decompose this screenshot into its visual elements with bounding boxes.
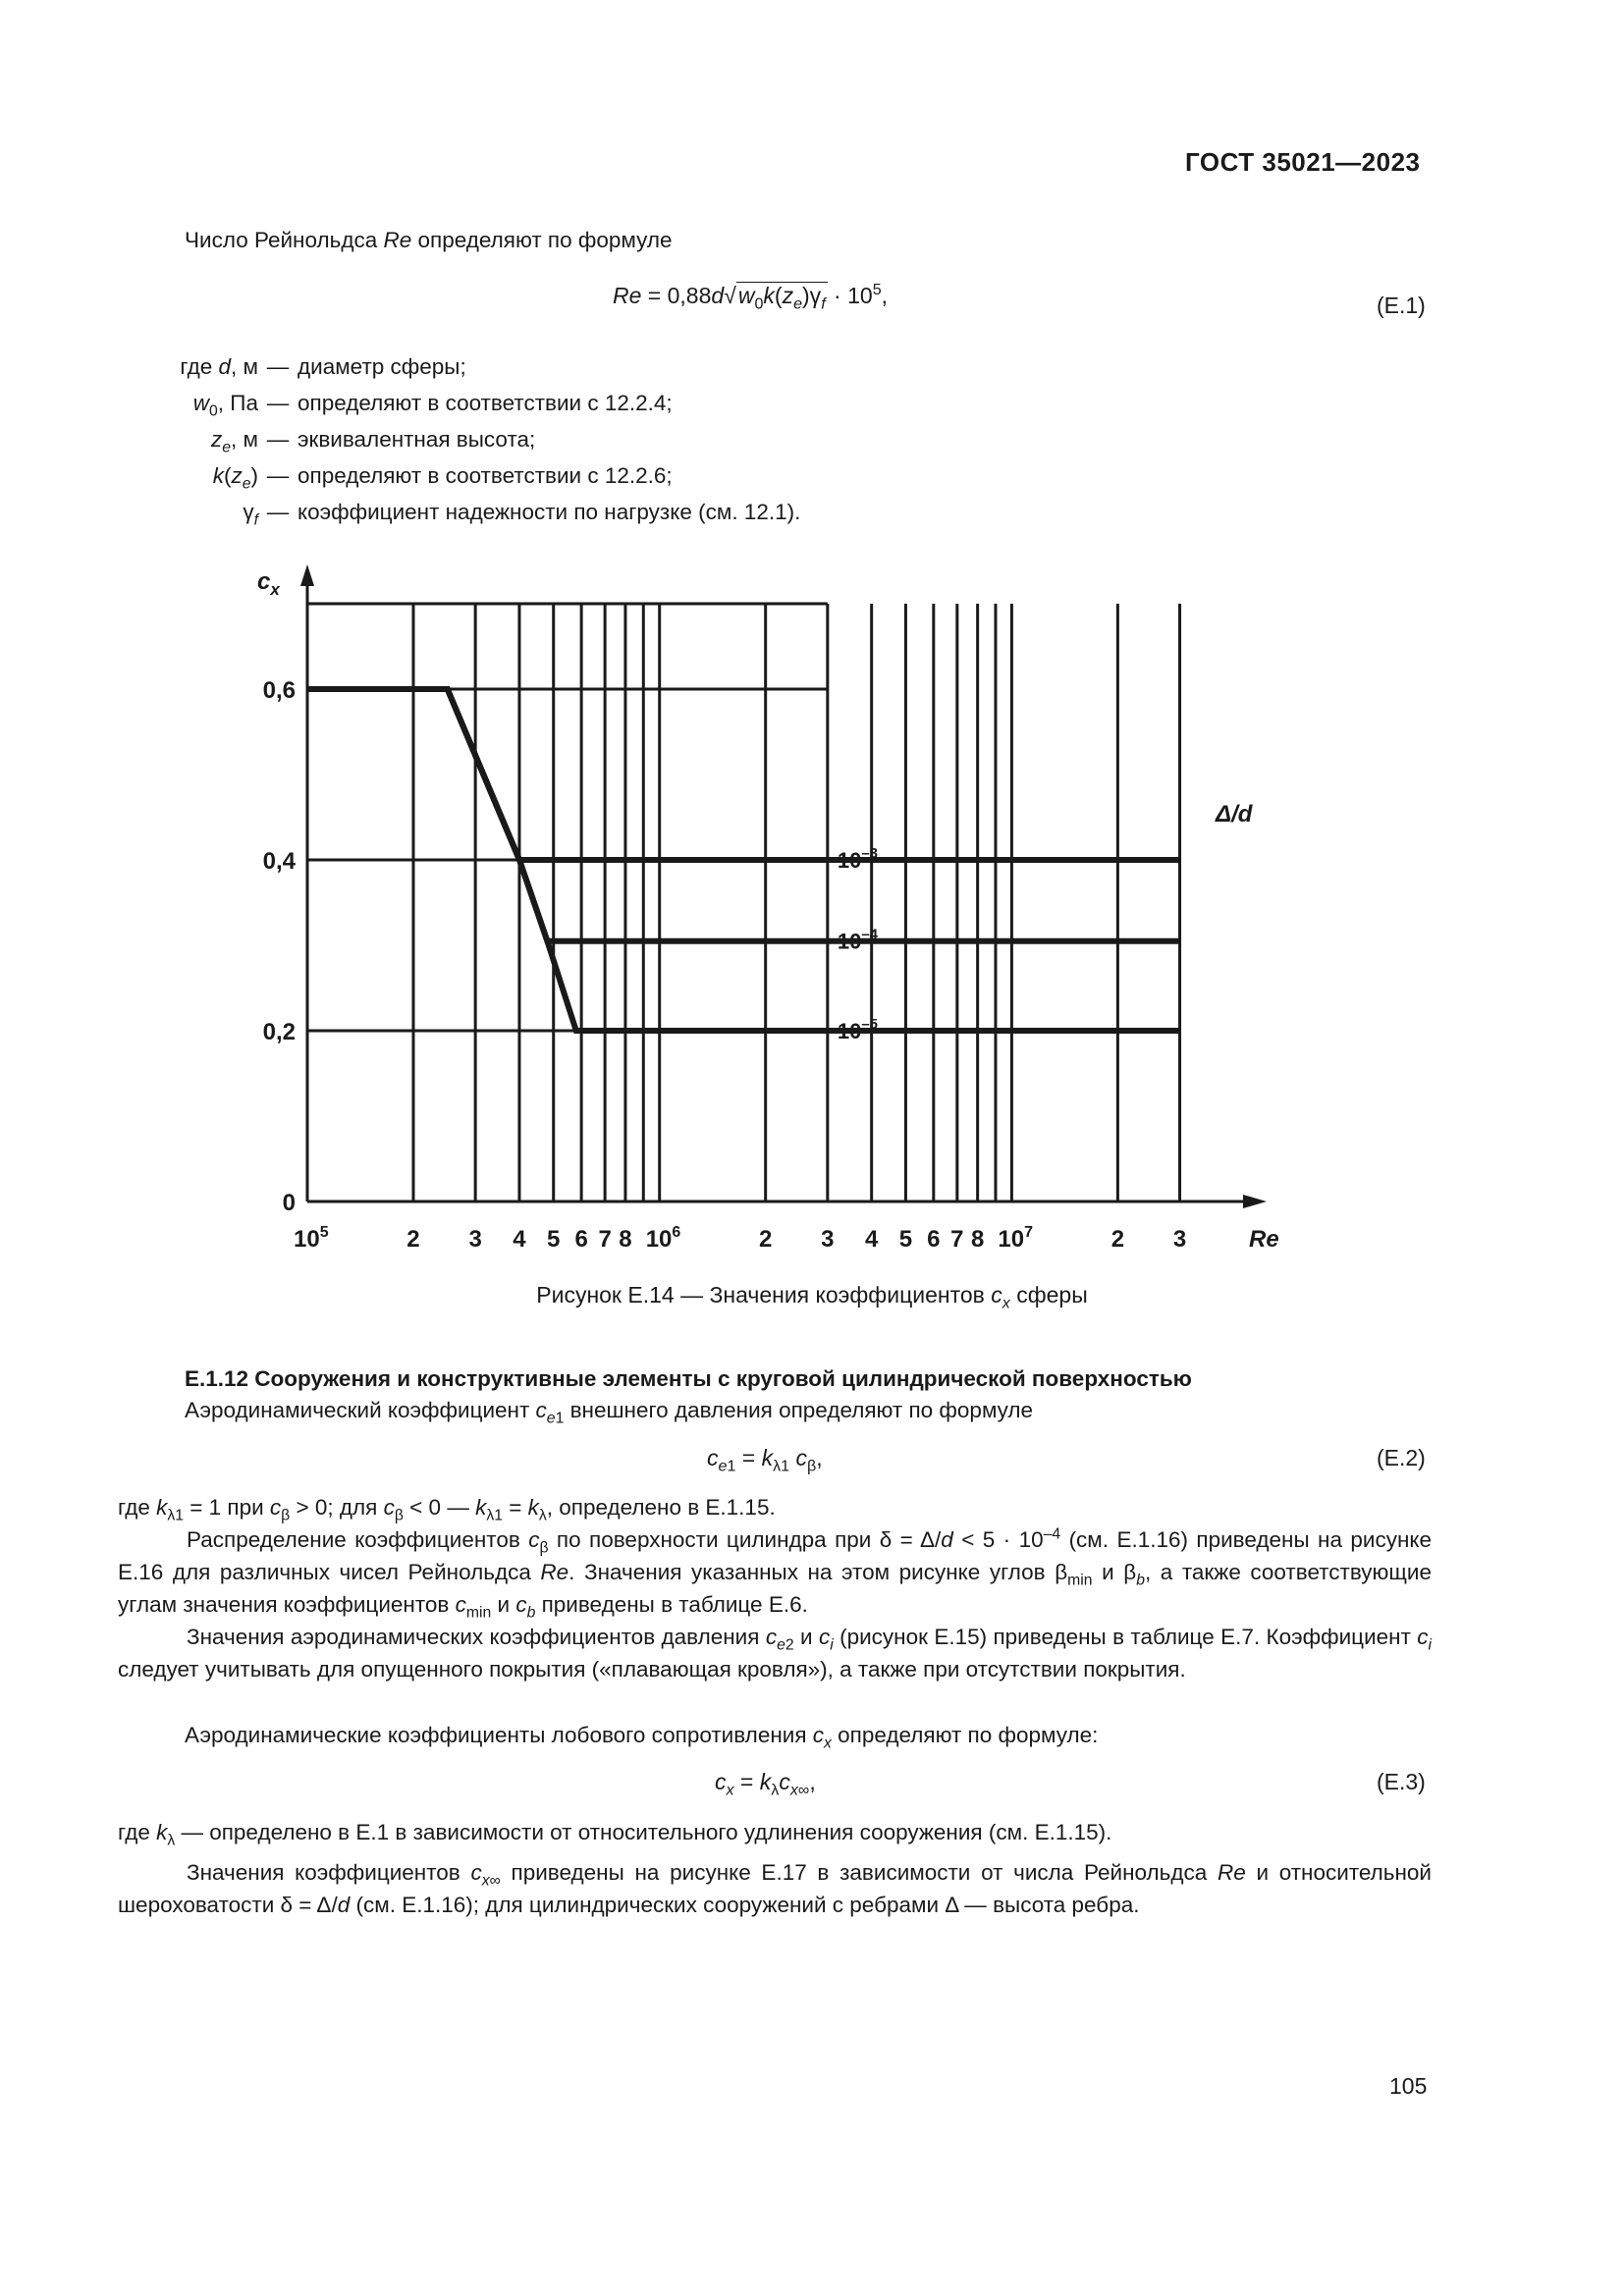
x-tick-label: 4 [864,1226,879,1253]
standard-header: ГОСТ 35021—2023 [1185,147,1421,177]
x-tick-label: 6 [927,1226,941,1253]
x-tick-label: 5 [898,1226,913,1253]
x-tick-label: $10^7$ [998,1224,1034,1253]
definition-symbol: $k(z_e)$ [212,462,258,492]
figure-caption-suffix: сферы [1009,1282,1088,1308]
definition-dash: — [266,462,290,488]
section-paragraph-5: Значения коэффициентов $c_{x\infty}$ приведены на рисунке Е.17 в зависимости от числа Рейнольдса Re и относительной шероховатости δ = Δ/d (см. Е.1.16); для цилиндрических сооружений с ребрами Δ — высота ребра. [118,1860,1432,1917]
chart-labels [257,568,1279,1253]
equation-number-e3: (Е.3) [1377,1769,1426,1794]
series-line-10-4 [307,689,1180,941]
section-paragraph-1: Аэродинамический коэффициент $c_{e1}$ внешнего давления определяют по формуле [185,1398,1034,1427]
figure-caption: Рисунок Е.14 — Значения коэффициентов $c_x$ сферы [536,1282,1088,1312]
where-k-lambda-e3: где $k_\lambda$ — определено в Е.1 в зависимости от относительного удлинения сооружения (см. Е.1.15). [118,1820,1112,1849]
definition-text: эквивалентная высота; [298,426,536,452]
equation-number-e2: (Е.2) [1377,1445,1426,1470]
definition-symbol: $z_e$, м [211,426,258,455]
definition-symbol: $w_0$, Па [192,390,258,419]
section-paragraph-4: Аэродинамические коэффициенты лобового сопротивления $c_x$ определяют по формуле: [185,1723,1099,1752]
x-tick-label: $10^5$ [294,1224,329,1253]
x-tick-label: 7 [598,1226,612,1253]
legend-title: Δ/d [1216,801,1253,828]
formula-e2: $c_{e1} = k_{\lambda 1}$ $c_\beta$, [707,1445,823,1475]
series-line-10-3 [307,689,1180,860]
x-tick-label: 5 [547,1226,561,1253]
equation-number-e1: (Е.1) [1377,293,1426,318]
definition-symbol: где d, м [180,353,258,379]
series-label-10-5: $10^{-5}$ [837,1016,879,1043]
y-tick-label: 0,4 [262,848,296,875]
x-tick-label: 8 [619,1226,632,1253]
chart-grid [307,604,1180,1201]
definition-dash: — [266,426,290,452]
section-paragraph-2: Распределение коэффициентов $c_\beta$ по поверхности цилиндра при $\delta = \Delta/d < 5 \cdot 10^{-4}$ (см. Е.1.16) приведены на рисунке Е.16 для различных чисел Рейнольдса Re. Значения указанных на этом рисунке углов $\beta_{min}$ и $\beta_b$, а также соответствующие углам значения коэффициентов $c_{min}$ и $c_b$ приведены в таблице Е.6. [118,1525,1432,1622]
x-tick-label: 2 [1110,1226,1125,1253]
definition-dash: — [266,390,290,415]
chart-axes [300,564,1267,1208]
y-tick-label: 0,6 [262,677,296,704]
where-k-lambda: где $k_{\lambda 1} = 1$ при $c_\beta > 0$; для $c_\beta < 0$ — $k_{\lambda 1} = k_\lambda$, определено в Е.1.15. [118,1495,776,1524]
x-tick-label: 6 [574,1226,588,1253]
y-axis-title: $c_x$ [257,568,280,599]
series-label-10-3: $10^{-3}$ [837,845,879,873]
figure-caption-prefix: Рисунок Е.14 — Значения коэффициентов [536,1282,992,1308]
definition-text: определяют в соответствии с 12.2.6; [298,462,673,488]
x-tick-label: $10^6$ [645,1224,681,1253]
definition-text: диаметр сферы; [298,353,466,379]
x-axis-title: Re [1249,1226,1279,1253]
x-tick-label: 7 [950,1226,964,1253]
definition-text: определяют в соответствии с 12.2.4; [298,390,673,415]
section-paragraph-3: Значения аэродинамических коэффициентов давления $c_{e2}$ и $c_i$ (рисунок Е.15) приведены в таблице Е.7. Коэффициент $c_i$ следует учитывать для опущенного покрытия («плавающая кровля»), а также при отсутствии покрытия. [118,1625,1433,1682]
x-tick-label: 4 [513,1226,526,1253]
x-axis-arrow [1243,1195,1267,1208]
y-axis-arrow [300,564,314,586]
page-number: 105 [1389,2073,1428,2099]
x-tick-label: 2 [758,1226,773,1253]
section-title: Е.1.12 Сооружения и конструктивные элементы с круговой цилиндрической поверхностью [185,1366,1192,1391]
x-tick-label: 2 [406,1226,420,1253]
definition-symbol: $\gamma_f$ [243,499,258,528]
series-label-10-4: $10^{-4}$ [837,926,879,954]
definition-dash: — [266,353,290,379]
x-tick-label: 3 [1172,1226,1187,1253]
definition-dash: — [266,499,290,524]
x-tick-label: 3 [821,1226,835,1253]
formula-e3: $c_x = k_\lambda c_{x\infty}$, [715,1769,816,1799]
x-tick-label: 3 [468,1226,482,1253]
x-tick-label: 8 [970,1226,985,1253]
y-tick-label: 0 [282,1190,296,1216]
intro-paragraph: Число Рейнольдса Re определяют по формуле [185,228,673,252]
formula-e1: $Re = 0,88d√w_0k(z_e)\gamma_f \cdot 10^5$, [613,281,889,313]
y-tick-label: 0,2 [262,1019,296,1045]
definition-text: коэффициент надежности по нагрузке (см. 12.1). [298,499,801,524]
